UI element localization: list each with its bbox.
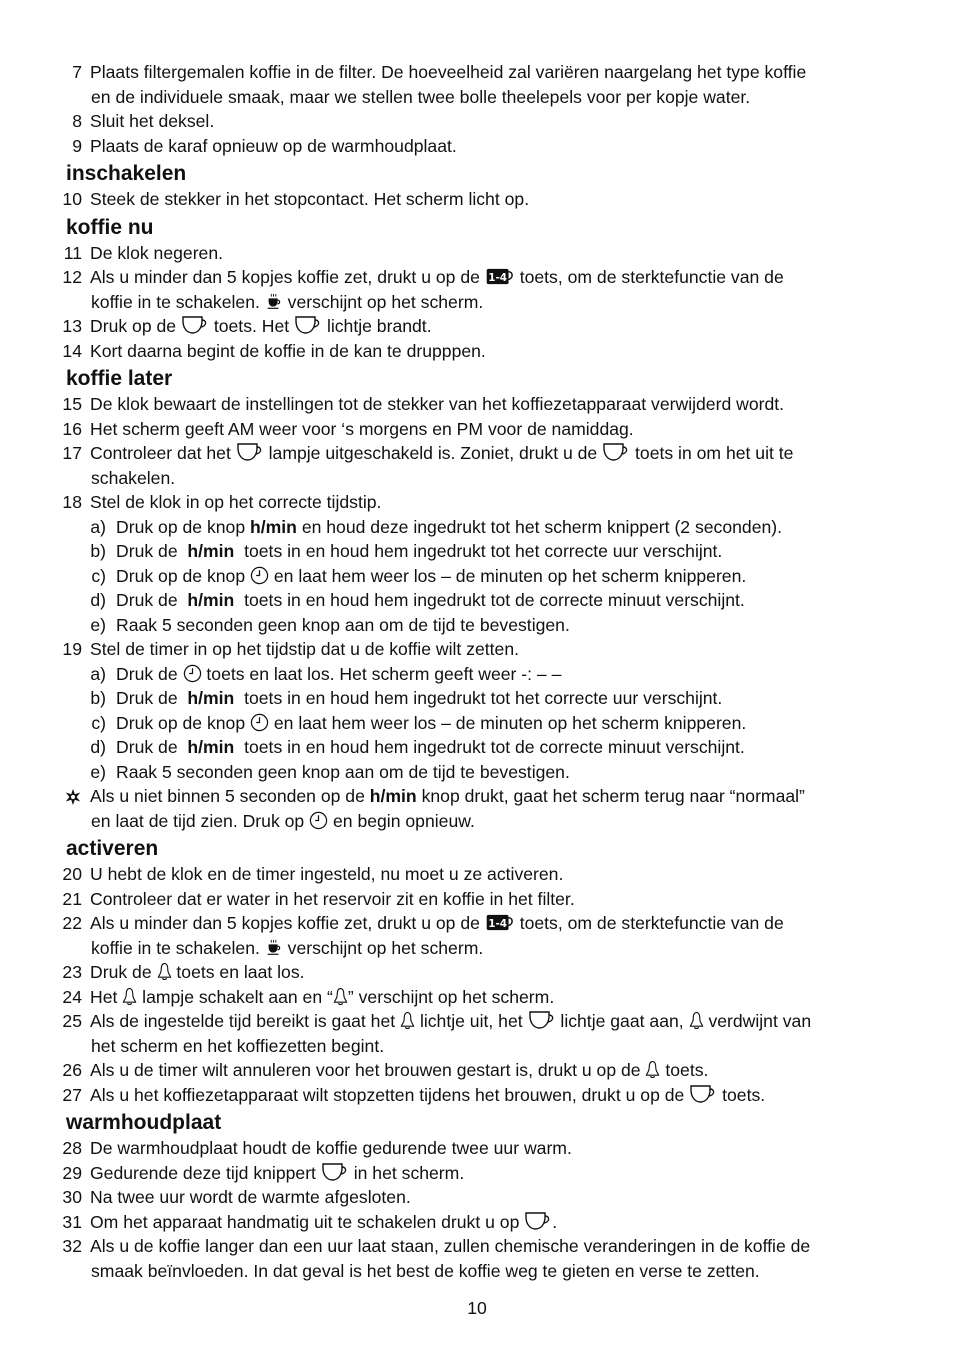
text-fragment: Druk op de knop (116, 565, 246, 586)
sub-item-letter: d) (90, 590, 106, 610)
section-heading: koffie nu (66, 215, 154, 239)
cup-icon (294, 315, 322, 335)
text-fragment: Het (90, 986, 118, 1007)
item-text: en de individuele smaak, maar we stellen twee bolle theelepels voor per kopje water. (91, 86, 751, 107)
sub-item-letter: d) (90, 737, 106, 757)
text-fragment: Druk op de (90, 316, 177, 336)
item-number: 14 (62, 340, 82, 361)
list-item-continued (0, 1259, 954, 1284)
sub-item-letter: c) (91, 712, 106, 733)
item-text (116, 539, 722, 564)
item-text: Als u de koffie langer dan een uur laat staan, zullen chemische veranderingen in de koffie de (90, 1236, 811, 1256)
list-item-continued (0, 85, 954, 110)
list-item-continued (0, 1034, 954, 1059)
text-fragment: koffie in te schakelen. (91, 291, 260, 312)
hmin-label: h/min (187, 590, 235, 610)
list-item (0, 1210, 954, 1235)
list-item (0, 441, 954, 466)
list-item (0, 887, 954, 912)
text-fragment: lichtje gaat aan, (560, 1011, 684, 1031)
list-item (0, 1058, 954, 1083)
item-text (90, 1009, 811, 1034)
sub-item-letter: a) (90, 516, 106, 537)
sub-item (0, 588, 954, 613)
text-fragment: Gedurende deze tijd knippert (90, 1162, 316, 1183)
item-text (90, 1083, 765, 1108)
cup-icon (181, 315, 209, 335)
list-item (0, 417, 954, 442)
item-number: 27 (62, 1084, 82, 1105)
item-number: 22 (62, 913, 82, 933)
list-item (0, 862, 954, 887)
list-item (0, 985, 954, 1010)
list-item (0, 637, 954, 662)
item-number: 29 (62, 1162, 82, 1183)
item-number: 19 (62, 639, 82, 659)
section-heading: warmhoudplaat (66, 1111, 222, 1134)
list-item (0, 1136, 954, 1161)
item-text: Steek de stekker in het stopcontact. Het scherm licht op. (90, 189, 530, 209)
list-item (0, 339, 954, 364)
item-number: 8 (72, 111, 82, 131)
bell-icon (689, 1011, 704, 1030)
page-number: 10 (467, 1298, 487, 1318)
list-item (0, 490, 954, 515)
item-number: 18 (62, 492, 82, 512)
item-number: 30 (62, 1187, 82, 1207)
sub-item (0, 686, 954, 711)
item-number: 11 (63, 242, 82, 263)
text-fragment: verschijnt op het scherm. (287, 937, 484, 958)
item-number: 31 (62, 1211, 82, 1232)
text-fragment: toets in en houd hem ingedrukt tot het correcte uur verschijnt. (244, 541, 723, 561)
text-fragment: knop drukt, gaat het scherm terug naar “normaal” (421, 786, 805, 806)
sub-item-letter: b) (90, 688, 106, 708)
text-fragment: . (552, 1211, 558, 1232)
item-text: het scherm en het koffiezetten begint. (91, 1035, 385, 1056)
text-fragment: toets in en houd hem ingedrukt tot de correcte minuut verschijnt. (244, 737, 745, 757)
item-text (116, 662, 561, 687)
bell-icon (333, 987, 348, 1006)
sub-item (0, 662, 954, 687)
list-item (0, 1161, 954, 1186)
item-text (90, 441, 793, 466)
text-fragment: ” verschijnt op het scherm. (347, 986, 555, 1007)
item-text: smaak beïnvloeden. In dat geval is het best de koffie weg te gieten en verse te zetten. (91, 1260, 760, 1281)
item-text (90, 784, 805, 809)
strength-icon (485, 267, 515, 286)
cup-icon (321, 1162, 349, 1182)
item-text (116, 588, 745, 613)
item-text: Raak 5 seconden geen knop aan om de tijd te bevestigen. (116, 614, 570, 635)
list-item-continued (0, 936, 954, 961)
strong-coffee-icon (265, 939, 283, 957)
list-item (0, 1234, 954, 1259)
item-text: Plaats filtergemalen koffie in de filter. De hoeveelheid zal variëren naargelang het type koffie (90, 62, 807, 82)
text-fragment: toets, om de sterktefunctie van de (519, 913, 784, 933)
item-text: Sluit het deksel. (90, 111, 215, 131)
item-text (91, 936, 483, 961)
list-item (0, 265, 954, 290)
text-fragment: en begin opnieuw. (333, 810, 475, 831)
sub-item (0, 564, 954, 589)
text-fragment: en laat hem weer los – de minuten op het scherm knipperen. (273, 565, 747, 586)
text-fragment: toets. Het (213, 316, 290, 336)
item-number: 12 (62, 267, 82, 287)
list-item (0, 109, 954, 134)
item-text: Raak 5 seconden geen knop aan om de tijd te bevestigen. (116, 761, 570, 782)
item-text: Na twee uur wordt de warmte afgesloten. (90, 1187, 411, 1207)
text-fragment: lampje schakelt aan en “ (142, 986, 333, 1007)
clock-icon (309, 811, 328, 830)
cup-icon (236, 442, 264, 462)
text-fragment: Druk op de knop (116, 516, 246, 537)
text-fragment: toets en laat los. Het scherm geeft weer -: – – (206, 663, 562, 684)
item-text (116, 711, 746, 736)
sub-item-letter: e) (90, 614, 106, 635)
list-item (0, 187, 954, 212)
text-fragment: toets in om het uit te (635, 443, 794, 463)
text-fragment: toets in en houd hem ingedrukt tot de correcte minuut verschijnt. (244, 590, 745, 610)
list-item (0, 960, 954, 985)
strong-coffee-icon (265, 293, 283, 311)
text-fragment: Als de ingestelde tijd bereikt is gaat het (90, 1011, 396, 1031)
text-fragment: toets en laat los. (176, 962, 305, 982)
item-number: 10 (62, 189, 82, 209)
text-fragment: lampje uitgeschakeld is. Zoniet, drukt u de (268, 443, 598, 463)
cup-icon (528, 1010, 556, 1030)
note-item-continued (0, 809, 954, 834)
item-text (90, 314, 432, 339)
sub-item (0, 735, 954, 760)
manual-page (0, 60, 954, 1283)
text-fragment: lichtje brandt. (326, 316, 432, 336)
sub-item (0, 515, 954, 540)
text-fragment: Als u minder dan 5 kopjes koffie zet, drukt u op de (90, 267, 480, 287)
item-text (90, 1210, 557, 1235)
item-text: U hebt de klok en de timer ingesteld, nu moet u ze activeren. (90, 864, 564, 884)
list-item (0, 314, 954, 339)
item-text (90, 1161, 464, 1186)
section-heading: activeren (66, 837, 159, 860)
hmin-label: h/min (187, 541, 235, 561)
item-text: Controleer dat er water in het reservoir zit en koffie in het filter. (90, 888, 575, 909)
item-number: 16 (62, 418, 82, 439)
clock-icon (250, 713, 269, 732)
text-fragment: Controleer dat het (90, 443, 231, 463)
item-text: Het scherm geeft AM weer voor ‘s morgens en PM voor de namiddag. (90, 418, 634, 439)
list-item-continued (0, 290, 954, 315)
text-fragment: Druk de (116, 663, 178, 684)
bell-icon (400, 1011, 415, 1030)
item-number: 25 (62, 1011, 82, 1031)
cup-icon (524, 1211, 552, 1231)
item-number: 24 (62, 986, 82, 1007)
item-text: De klok negeren. (90, 242, 224, 263)
text-fragment: toets in en houd hem ingedrukt tot het correcte uur verschijnt. (244, 688, 723, 708)
list-item (0, 1083, 954, 1108)
item-text: De klok bewaart de instellingen tot de stekker van het koffiezetapparaat verwijderd wordt. (90, 394, 785, 414)
bell-icon (122, 987, 137, 1006)
text-fragment: Als u minder dan 5 kopjes koffie zet, drukt u op de (90, 913, 480, 933)
item-text: Stel de klok in op het correcte tijdstip. (90, 492, 382, 512)
list-item (0, 911, 954, 936)
item-number: 15 (62, 394, 82, 414)
item-number: 17 (62, 443, 82, 463)
sub-item-letter: a) (90, 663, 106, 684)
cup-icon (689, 1084, 717, 1104)
sub-item (0, 760, 954, 785)
hmin-label: h/min (187, 688, 235, 708)
item-text (90, 985, 554, 1010)
sub-item (0, 539, 954, 564)
note-item (0, 784, 954, 809)
hmin-label: h/min (369, 786, 417, 806)
item-text (90, 265, 784, 290)
sub-item (0, 613, 954, 638)
sub-item-letter: c) (91, 565, 106, 586)
text-fragment: en laat de tijd zien. Druk op (91, 810, 305, 831)
text-fragment: Als u niet binnen 5 seconden op de (90, 786, 365, 806)
note-star-icon (64, 788, 82, 806)
item-text (90, 960, 305, 985)
text-fragment: Druk de (116, 737, 178, 757)
item-number: 20 (62, 864, 82, 884)
item-text: Kort daarna begint de koffie in de kan te drupppen. (90, 340, 486, 361)
bell-icon (645, 1060, 660, 1079)
text-fragment: Druk de (116, 541, 178, 561)
item-text (90, 911, 784, 936)
list-item (0, 1009, 954, 1034)
item-number: 28 (62, 1138, 82, 1158)
list-item-continued (0, 466, 954, 491)
item-text (116, 735, 745, 760)
item-text (116, 515, 782, 540)
section-heading: inschakelen (66, 162, 187, 185)
text-fragment: toets. (665, 1060, 709, 1080)
hmin-label: h/min (250, 516, 297, 537)
cup-icon (602, 442, 630, 462)
item-number: 32 (62, 1236, 82, 1256)
text-fragment: koffie in te schakelen. (91, 937, 260, 958)
item-text (90, 1058, 708, 1083)
list-item (0, 60, 954, 85)
item-number: 26 (62, 1060, 82, 1080)
text-fragment: toets. (722, 1084, 766, 1105)
text-fragment: Om het apparaat handmatig uit te schakelen drukt u op (90, 1211, 520, 1232)
item-text (116, 686, 722, 711)
text-fragment: toets, om de sterktefunctie van de (519, 267, 784, 287)
item-text (91, 809, 475, 834)
text-fragment: en houd deze ingedrukt tot het scherm knippert (2 seconden). (301, 516, 783, 537)
strength-icon (485, 913, 515, 932)
item-number: 21 (62, 888, 82, 909)
text-fragment: en laat hem weer los – de minuten op het scherm knipperen. (273, 712, 747, 733)
text-fragment: Druk de (116, 590, 178, 610)
text-fragment: lichtje uit, het (419, 1011, 523, 1031)
sub-item-letter: e) (90, 761, 106, 782)
list-item (0, 1185, 954, 1210)
text-fragment: in het scherm. (353, 1162, 465, 1183)
clock-icon (250, 566, 269, 585)
text-fragment: Druk de (90, 962, 152, 982)
item-text (116, 564, 746, 589)
item-text: Plaats de karaf opnieuw op de warmhoudplaat. (90, 135, 457, 156)
bell-icon (157, 962, 172, 981)
item-text: schakelen. (91, 467, 176, 488)
text-fragment: Als u het koffiezetapparaat wilt stopzetten tijdens het brouwen, drukt u op de (90, 1084, 685, 1105)
item-text: De warmhoudplaat houdt de koffie gedurende twee uur warm. (90, 1138, 572, 1158)
item-text (91, 290, 483, 315)
list-item (0, 134, 954, 159)
item-text: Stel de timer in op het tijdstip dat u de koffie wilt zetten. (90, 639, 520, 659)
text-fragment: Druk de (116, 688, 178, 708)
clock-icon (183, 664, 202, 683)
list-item (0, 241, 954, 266)
hmin-label: h/min (187, 737, 235, 757)
text-fragment: verschijnt op het scherm. (287, 291, 484, 312)
text-fragment: verdwijnt van (708, 1011, 812, 1031)
sub-item-letter: b) (90, 541, 106, 561)
item-number: 7 (72, 62, 82, 82)
item-number: 9 (72, 135, 82, 156)
text-fragment: Als u de timer wilt annuleren voor het brouwen gestart is, drukt u op de (90, 1060, 641, 1080)
item-number: 23 (62, 962, 82, 982)
text-fragment: Druk op de knop (116, 712, 246, 733)
sub-item (0, 711, 954, 736)
section-heading: koffie later (66, 367, 173, 390)
list-item (0, 392, 954, 417)
item-number: 13 (62, 316, 82, 336)
